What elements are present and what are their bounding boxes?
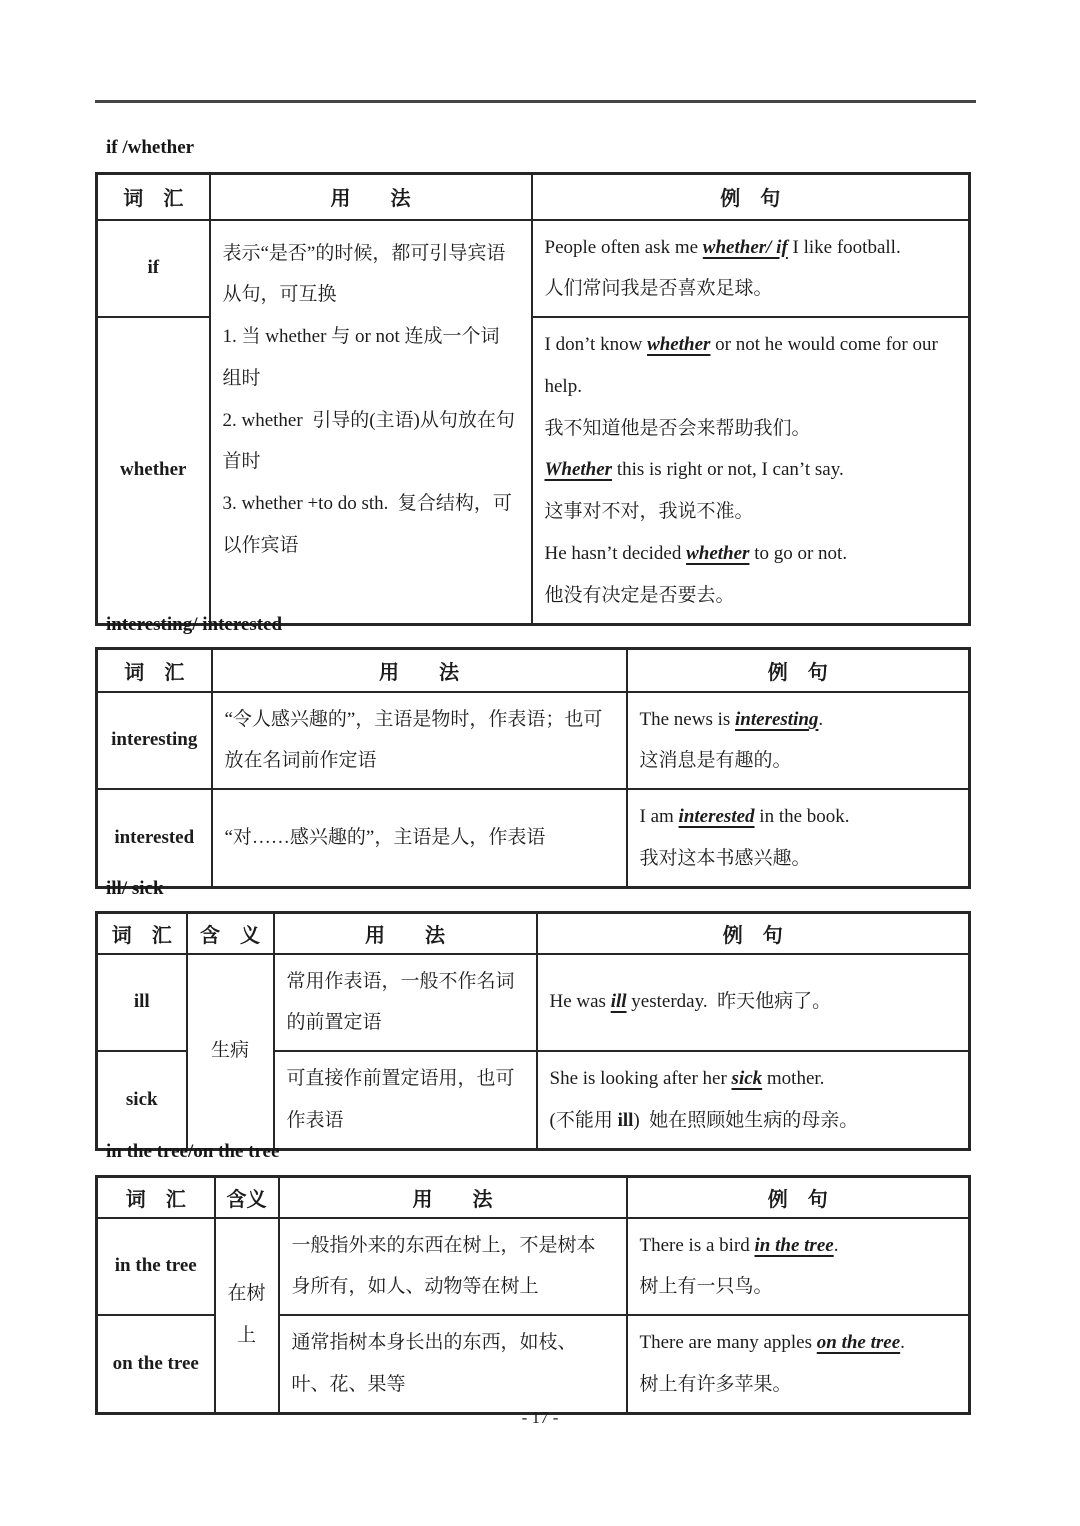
text-segment: mother. bbox=[762, 1068, 825, 1090]
section-title-in-the-tree-on-the-tree: in the tree/on the tree bbox=[106, 1141, 280, 1162]
keyword: whether bbox=[686, 543, 750, 565]
text-segment: I don’t know bbox=[544, 334, 648, 356]
text-segment: (不能用 bbox=[549, 1109, 618, 1131]
text-segment: in the book. bbox=[754, 806, 850, 828]
table-header-row bbox=[97, 913, 970, 954]
table-row-in-the-tree bbox=[97, 1218, 970, 1316]
example-sentence-en bbox=[550, 1058, 957, 1100]
table-header-row bbox=[97, 649, 970, 692]
example-cell-ill bbox=[537, 954, 970, 1052]
keyword: in the tree bbox=[754, 1234, 834, 1256]
table-ill-sick bbox=[95, 911, 971, 1151]
usage-paragraph: 3. whether +to do sth. 复合结构，可以作宾语 bbox=[222, 493, 512, 557]
example-sentence-zh: 树上有许多苹果。 bbox=[639, 1373, 792, 1395]
word-cell-on-the-tree: on the tree bbox=[97, 1315, 215, 1413]
text-segment: or not he would come for our help. bbox=[544, 334, 943, 397]
example-sentence-en bbox=[640, 1322, 957, 1364]
usage-cell-interested bbox=[212, 789, 627, 887]
text-segment: ) 她在照顾她生病的母亲。 bbox=[633, 1109, 859, 1131]
col-header-example: 例 句 bbox=[627, 1177, 970, 1218]
keyword: sick bbox=[731, 1068, 763, 1090]
usage-cell-sick bbox=[274, 1051, 537, 1149]
meaning-cell-ill-sick: 生病 bbox=[187, 954, 274, 1150]
text-segment: He hasn’t decided bbox=[544, 543, 687, 565]
text-segment: to go or not. bbox=[749, 543, 848, 565]
example-cell-whether bbox=[532, 317, 970, 624]
usage-cell-on-the-tree bbox=[279, 1315, 627, 1413]
section-title-ill-sick: ill/ sick bbox=[106, 878, 164, 899]
col-header-example: 例 句 bbox=[537, 913, 970, 954]
text-segment: There is a bird bbox=[639, 1234, 755, 1256]
usage-paragraph: 表示“是否”的时候，都可引导宾语从句，可互换 bbox=[222, 242, 506, 306]
table-header-row bbox=[97, 1177, 970, 1218]
col-header-word: 词 汇 bbox=[97, 913, 187, 954]
example-cell-on-the-tree bbox=[627, 1315, 970, 1413]
word-cell-ill: ill bbox=[97, 954, 187, 1052]
keyword: ill bbox=[610, 991, 627, 1013]
example-sentence-zh: 我对这本书感兴趣。 bbox=[639, 847, 811, 869]
col-header-usage: 用 法 bbox=[210, 174, 532, 220]
usage-cell-ill bbox=[274, 954, 537, 1052]
col-header-meaning: 含 义 bbox=[187, 913, 274, 954]
text-segment: I am bbox=[639, 806, 679, 828]
example-sentence-en bbox=[640, 699, 957, 741]
text-segment: He was bbox=[549, 991, 611, 1013]
word-cell-sick: sick bbox=[97, 1051, 187, 1149]
usage-cell-interesting bbox=[212, 692, 627, 790]
col-header-meaning: 含义 bbox=[215, 1177, 279, 1218]
section-title-if-whether: if /whether bbox=[106, 137, 195, 158]
table-row-interested bbox=[97, 789, 970, 887]
usage-paragraph: 1. 当 whether 与 or not 连成一个词组时 bbox=[222, 326, 500, 389]
example-sentence-en bbox=[545, 449, 957, 491]
col-header-usage: 用 法 bbox=[279, 1177, 627, 1218]
keyword: whether/ if bbox=[702, 236, 788, 258]
table-row-if bbox=[97, 220, 970, 318]
table-interesting-interested bbox=[95, 647, 971, 889]
col-header-example: 例 句 bbox=[532, 174, 970, 220]
usage-paragraph: “对……感兴趣的”，主语是人，作表语 bbox=[224, 826, 546, 848]
text-segment: The news is bbox=[639, 708, 736, 730]
page-number: - 17 - bbox=[521, 1408, 559, 1427]
keyword: on the tree bbox=[816, 1332, 901, 1354]
text-segment: . bbox=[900, 1332, 905, 1354]
text-segment: She is looking after her bbox=[549, 1068, 732, 1090]
word-cell-in-the-tree: in the tree bbox=[97, 1218, 215, 1316]
example-sentence-zh: 这消息是有趣的。 bbox=[639, 750, 792, 772]
col-header-word: 词 汇 bbox=[97, 1177, 215, 1218]
example-cell-in-the-tree bbox=[627, 1218, 970, 1316]
word-cell-interested: interested bbox=[97, 789, 212, 887]
text-segment: yesterday. 昨天他病了。 bbox=[626, 991, 832, 1013]
col-header-word: 词 汇 bbox=[97, 174, 210, 220]
example-sentence-en bbox=[640, 1225, 957, 1267]
usage-cell-if-whether bbox=[210, 220, 532, 625]
keyword: Whether bbox=[544, 459, 613, 481]
word-cell-whether: whether bbox=[97, 317, 210, 624]
text-segment: . bbox=[833, 1234, 839, 1256]
example-cell-interesting bbox=[627, 692, 970, 790]
usage-paragraph: 可直接作前置定语用，也可作表语 bbox=[286, 1068, 515, 1131]
word-cell-interesting: interesting bbox=[97, 692, 212, 790]
text-segment: this is right or not, I can’t say. bbox=[612, 459, 844, 481]
word-cell-if: if bbox=[97, 220, 210, 318]
keyword: interesting bbox=[735, 708, 819, 730]
usage-cell-in-the-tree bbox=[279, 1218, 627, 1316]
usage-paragraph: “令人感兴趣的”，主语是物时，作表语；也可放在名词前作定语 bbox=[224, 708, 603, 772]
header-rule bbox=[95, 100, 976, 103]
example-sentence-en bbox=[550, 981, 957, 1023]
example-sentence-en bbox=[545, 227, 957, 269]
example-sentence-en bbox=[545, 533, 957, 575]
example-sentence-zh: 树上有一只鸟。 bbox=[639, 1276, 773, 1298]
table-if-whether bbox=[95, 172, 971, 626]
usage-paragraph: 一般指外来的东西在树上，不是树本身所有，如人、动物等在树上 bbox=[291, 1234, 596, 1298]
col-header-usage: 用 法 bbox=[274, 913, 537, 954]
example-note bbox=[550, 1100, 957, 1142]
keyword: whether bbox=[647, 334, 711, 356]
text-segment: People often ask me bbox=[544, 236, 703, 258]
example-sentence-zh: 人们常问我是否喜欢足球。 bbox=[544, 278, 773, 300]
usage-paragraph: 常用作表语，一般不作名词的前置定语 bbox=[286, 970, 515, 1034]
col-header-usage: 用 法 bbox=[212, 649, 627, 692]
text-segment: There are many apples bbox=[639, 1332, 817, 1354]
example-sentence-zh: 他没有决定是否要去。 bbox=[544, 584, 735, 606]
table-row-ill bbox=[97, 954, 970, 1052]
text-segment: . bbox=[818, 708, 824, 730]
col-header-example: 例 句 bbox=[627, 649, 970, 692]
meaning-cell-tree: 在树上 bbox=[215, 1218, 279, 1414]
example-sentence-en bbox=[545, 324, 957, 408]
example-cell-interested bbox=[627, 789, 970, 887]
example-sentence-zh: 我不知道他是否会来帮助我们。 bbox=[544, 417, 811, 439]
section-title-interesting-interested: interesting/ interested bbox=[106, 614, 283, 635]
keyword: interested bbox=[678, 806, 755, 828]
usage-paragraph: 2. whether 引导的(主语)从句放在句首时 bbox=[222, 409, 515, 473]
table-header-row bbox=[97, 174, 970, 220]
col-header-word: 词 汇 bbox=[97, 649, 212, 692]
example-sentence-zh: 这事对不对，我说不准。 bbox=[544, 501, 754, 523]
table-in-the-tree-on-the-tree bbox=[95, 1175, 971, 1415]
keyword-bold: ill bbox=[617, 1109, 634, 1131]
example-cell-if bbox=[532, 220, 970, 318]
example-cell-sick bbox=[537, 1051, 970, 1149]
usage-paragraph: 通常指树本身长出的东西，如枝、叶、花、果等 bbox=[291, 1332, 577, 1395]
table-row-interesting bbox=[97, 692, 970, 790]
example-sentence-en bbox=[640, 796, 957, 838]
text-segment: I like football. bbox=[787, 236, 901, 258]
